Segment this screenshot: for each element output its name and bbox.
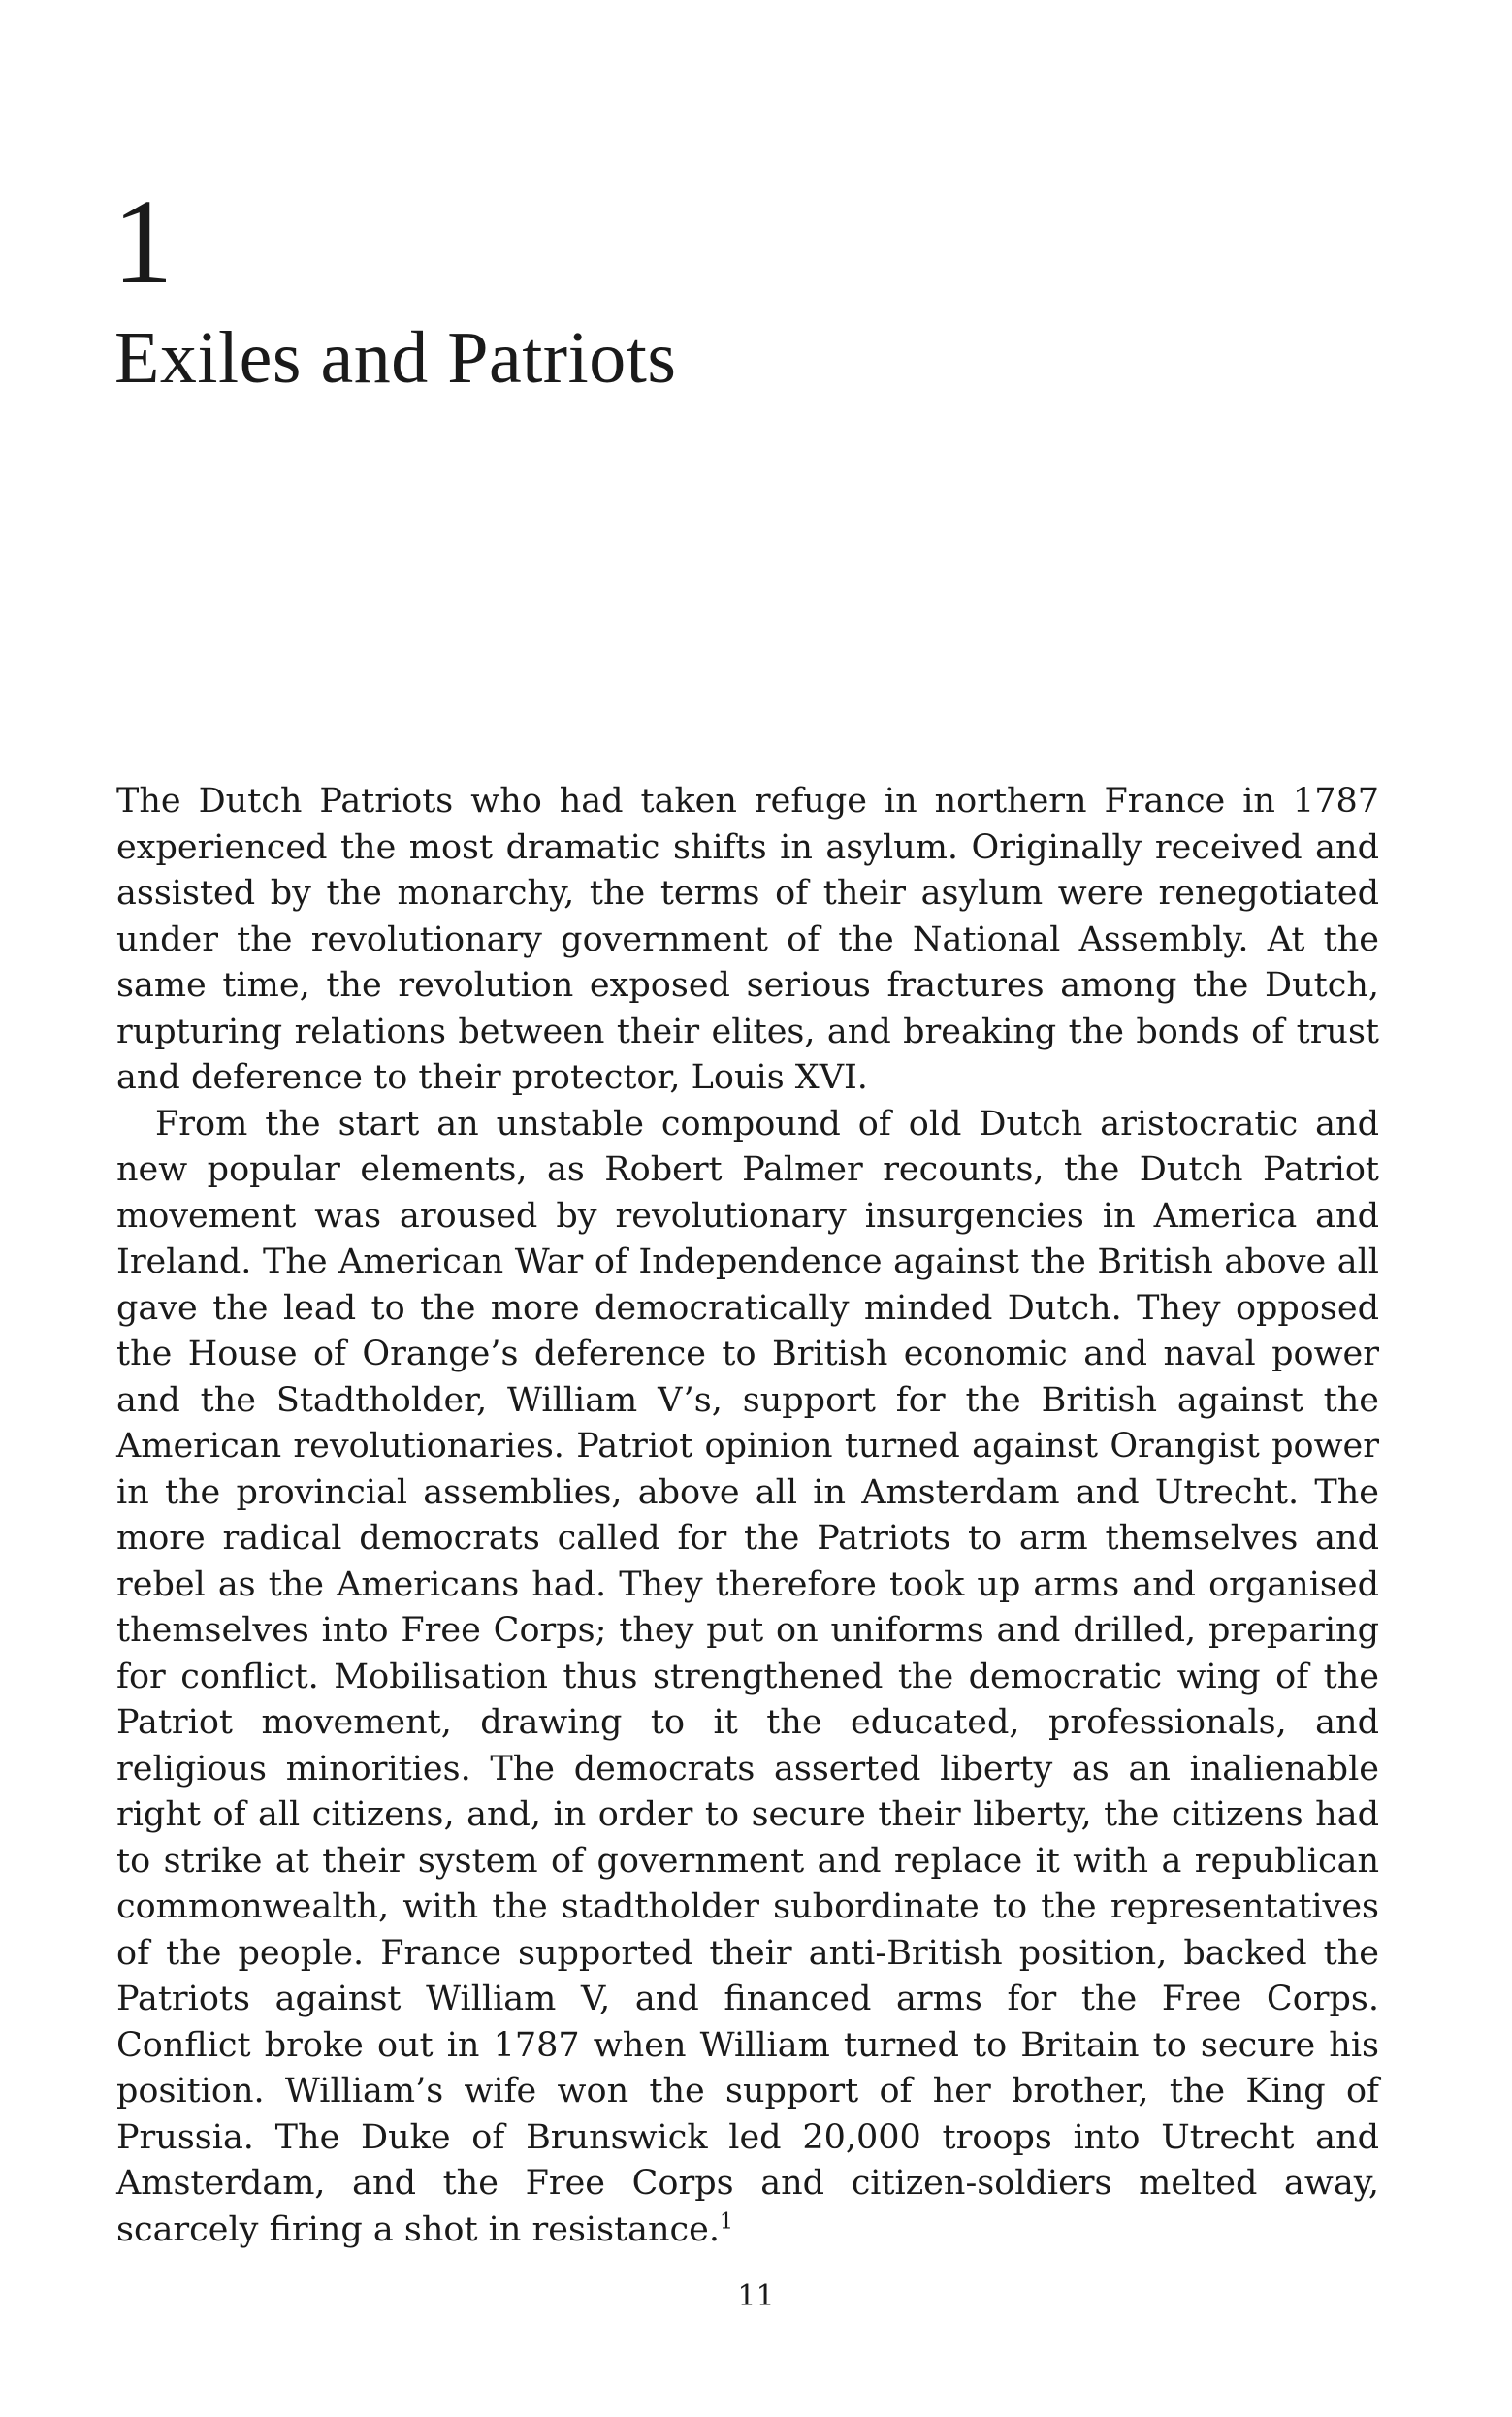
chapter-number: 1 <box>113 176 174 309</box>
paragraph <box>116 1102 1379 2254</box>
paragraph-text: From the start an unstable compound of old Dutch aristocratic and new popular elements, as Robert Palmer recounts, the Dutch Patriot movement was aroused by revolutionary insurgencies in America and Ireland. The American War of Independence against the British above all gave the lead to the more democratically minded Dutch. They opposed the House of Orange’s deference to British economic and naval power and the Stadtholder, William V’s, support for the British against the American revolutionaries. Patriot opinion turned against Orangist power in the provincial assemblies, above all in Amsterdam and Utrecht. The more radical democrats called for the Patriots to arm themselves and rebel as the Americans had. They therefore took up arms and organised themselves into Free Corps; they put on uniforms and drilled, preparing for conflict. Mobilisation thus strengthened the democratic wing of the Patriot movement, drawing to it the educated, professionals, and religious minorities. The democrats asserted liberty as an inalienable right of all citizens, and, in order to secure their liberty, the citizens had to strike at their system of government and replace it with a republican commonwealth, with the stadtholder subordinate to the representatives of the people. France supported their anti-British position, backed the Patriots against William V, and financed arms for the Free Corps. Conflict broke out in 1787 when William turned to Britain to secure his position. William’s wife won the support of her brother, the King of Prussia. The Duke of Brunswick led 20,000 troops into Utrecht and Amsterdam, and the Free Corps and citizen-soldiers melted away, scarcely firing a shot in resistance. <box>116 1104 1379 2249</box>
paragraph <box>116 779 1379 1102</box>
chapter-title: Exiles and Patriots <box>114 317 677 399</box>
page-number: 11 <box>737 2279 775 2313</box>
paragraph-text: The Dutch Patriots who had taken refuge in northern France in 1787 experienced the most dramatic shifts in asylum. Originally received and assisted by the monarchy, the terms of their asylum were renegotiated under the revolutionary government of the National Assembly. At the same time, the revolution exposed serious fractures among the Dutch, rupturing relations between their elites, and breaking the bonds of trust and deference to their protector, Louis XVI. <box>116 782 1379 1097</box>
footnote-reference[interactable]: 1 <box>720 2208 734 2234</box>
body-text <box>116 779 1379 2253</box>
